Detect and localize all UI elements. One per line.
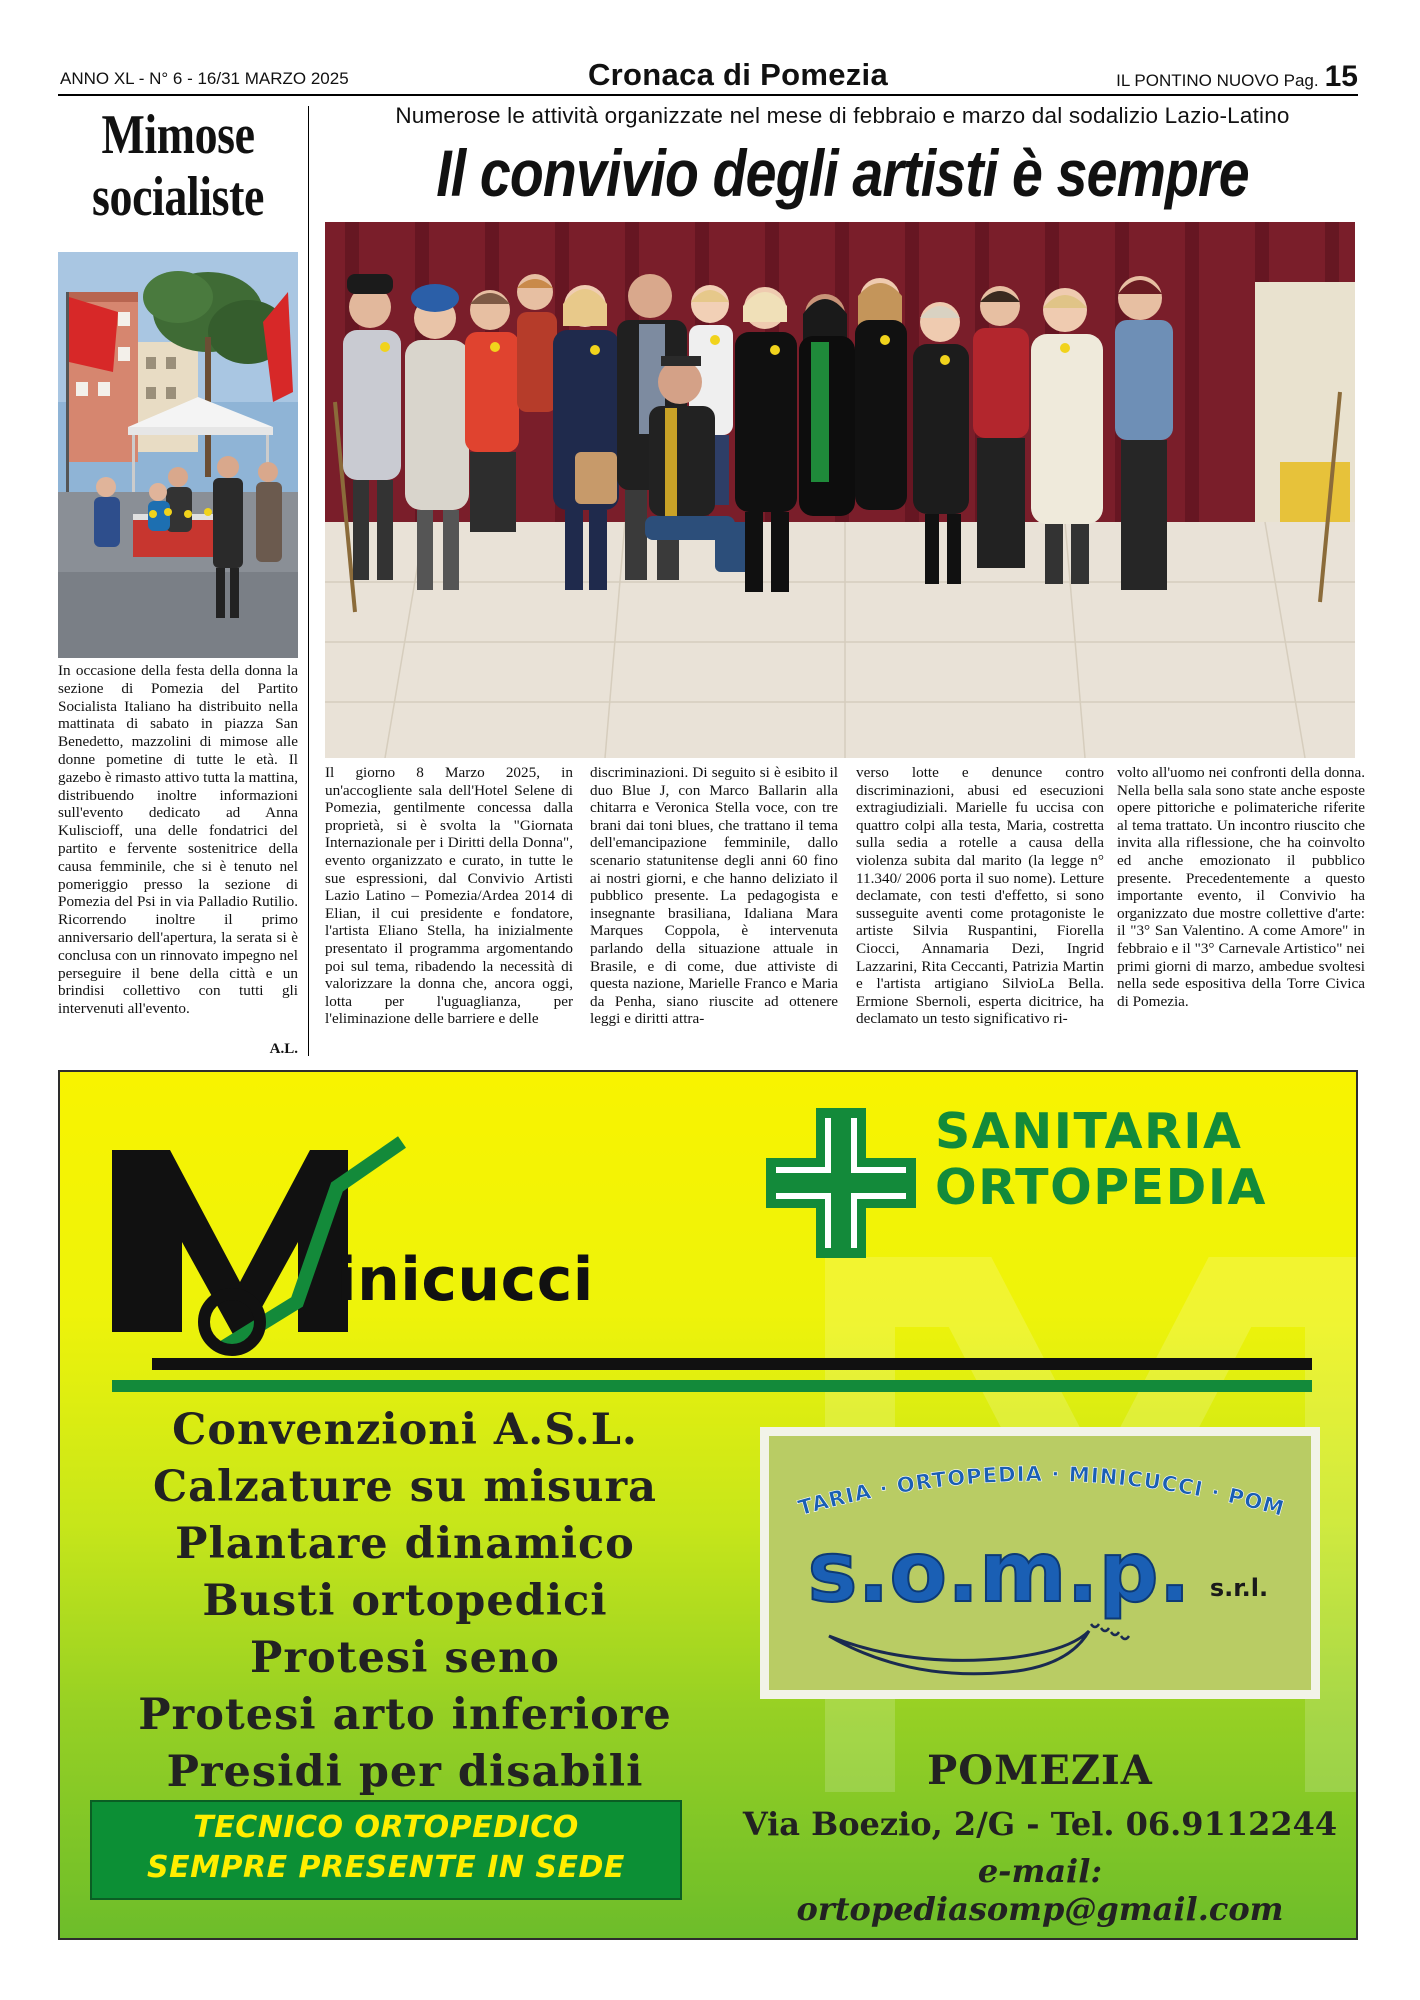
- masthead: [58, 58, 1358, 96]
- svg-text:SANITARIA · ORTOPEDIA · MINICU: [769, 1436, 1287, 1521]
- somp-name: s.o.m.p.: [807, 1523, 1191, 1621]
- banner-line2: SEMPRE PRESENTE IN SEDE: [147, 1850, 625, 1885]
- somp-arc-text: TARIA · ORTOPEDIA · MINICUCCI · POM: [795, 1461, 1288, 1522]
- services-list: [90, 1402, 720, 1801]
- service-item: Presidi per disabili: [166, 1747, 644, 1797]
- minicucci-logo-icon: [112, 1132, 1312, 1402]
- toe-marks-icon: [1091, 1624, 1129, 1639]
- column-divider: [308, 106, 309, 1056]
- page-number: 15: [1324, 60, 1358, 93]
- service-item: Protesi seno: [250, 1633, 560, 1683]
- sanitaria-line: SANITARIA: [935, 1103, 1243, 1160]
- left-article-title: [80, 104, 277, 228]
- banner-line1: TECNICO ORTOPEDICO: [193, 1810, 579, 1845]
- paper-page-info: [1116, 60, 1358, 94]
- left-article-body: In occasione della festa della donna la sezione di Pomezia del Partito Socialista Italiano ha distribuito nella mattinata di sabato in piazza San Benedetto, mazzolini di mimose alle donne pometine di tutte le età. Il gazebo è rimasto attivo tutta la mattina, distribuendo inoltre informazioni sull'evento dedicato ad Anna Kuliscioff, una delle fondatrici del partito e fervente sostenitrice della causa femminile, che si è tenuto nel pomeriggio presso la sezione di Pomezia del Psi in via Palladio Rutilio. Ricorrendo inoltre il primo anniversario dell'apertura, la serata si è conclusa con un rinnovato impegno nel perseguire il bene della città e un brindisi collettivo con tutti gli intervenuti all'evento.: [58, 662, 298, 1018]
- paper-name: IL PONTINO NUOVO Pag.: [1116, 71, 1319, 90]
- somp-logo: [769, 1436, 1311, 1690]
- section-title: Cronaca di Pomezia: [588, 57, 888, 92]
- group-photo: [325, 222, 1355, 758]
- service-item: Busti ortopedici: [202, 1576, 608, 1626]
- main-article-kicker: Numerose le attività organizzate nel mese di febbraio e marzo dal sodalizio Lazio-Latino: [395, 103, 1290, 128]
- article-column-3: verso lotte e denunce contro discriminazioni, abusi ed esecuzioni extragiudiziali. Marielle fu uccisa con quattro colpi alla testa, Maria, costretta sulla sedia a rotelle a causa della violenza subita dal marito (la legge n° 11.340/ 2006 porta il suo nome). Letture declamate, con testi d'effetto, si sono susseguite aventi come protagoniste le artiste Silvia Ruspantini, Fiorella Ciocci, Annamaria Dezi, Ingrid Lazzarini, Rita Ceccanti, Patrizia Martin e l'artista artigiano SilvioLa Bella. Ermione Sbernoli, esperta dicitrice, ha declamato un testo significativo ri-: [856, 764, 1104, 1028]
- somp-logo-box: [760, 1427, 1320, 1699]
- left-title-line2: socialiste: [92, 166, 264, 228]
- main-article-title: Il convivio degli artisti è sempre: [436, 136, 1249, 210]
- article-column-4: volto all'uomo nei confronti della donna. Nella bella sala sono state anche esposte opere pittoriche e polimateriche riferite al tema trattato. Un incontro riuscito che invita alla riflessione, che ha coinvolto ed anche emozionato il pubblico presente. Precedentemente a questo importante evento, il Convivio ha organizzato due mostre collettive d'arte: il "3° San Valentino. A come Amore" in febbraio e il "3° Carnevale Artistico" nei primi giorni di marzo, ambedue svoltesi nella sede espositiva della Torre Civica di Pomezia.: [1117, 764, 1365, 1010]
- ad-email: e-mail: ortopediasomp@gmail.com: [796, 1852, 1284, 1928]
- service-item: Protesi arto inferiore: [138, 1690, 672, 1740]
- left-title-line1: Mimose: [101, 104, 255, 166]
- left-article-signature: A.L.: [269, 1041, 298, 1057]
- article-column-2: discriminazioni. Di seguito si è esibito il duo Blue J, con Marco Ballarin alla chitarra e Veronica Stella voce, con tre brani dai toni blues, che trattano il tema dell'emancipazione femminile, dallo scenario statunitense degli anni 60 fino ai nostri giorni, e che hanno deliziato il pubblico presente. La pedagogista e insegnante brasiliana, Idaliana Mara Marques Coppola, è intervenuta parlando della situazione attuale in Brasile, e di come, due attiviste di questa nazione, Marielle Franco e Maria da Penha, siano riuscite ad ottenere leggi e diritti attra-: [590, 764, 838, 1028]
- foot-outline-icon: [829, 1631, 1089, 1674]
- issue-info: ANNO XL - N° 6 - 16/31 MARZO 2025: [60, 69, 349, 88]
- brand-name: inicucci: [336, 1245, 594, 1315]
- somp-suffix: s.r.l.: [1209, 1574, 1269, 1602]
- gazebo-photo: [58, 252, 298, 658]
- ad-address-phone: Via Boezio, 2/G - Tel. 06.9112244: [742, 1805, 1338, 1843]
- service-item: Convenzioni A.S.L.: [172, 1405, 638, 1455]
- service-item: Calzature su misura: [152, 1462, 658, 1512]
- minicucci-advertisement: [58, 1070, 1358, 1940]
- technician-banner: [90, 1800, 682, 1900]
- article-column-1: Il giorno 8 Marzo 2025, in un'accogliente sala dell'Hotel Selene di Pomezia, gentilmente concessa dalla proprietà, si è svolta la "Giornata Internazionale per i Diritti della Donna", evento organizzato e curato, in tutte le sue espressioni, dal Convivio Artisti Lazio Latino – Pomezia/Ardea 2014 di Elian, il cui presidente e fondatore, l'artista Eliano Stella, ha inizialmente presentato il programma argomentando poi sul tema, ribadendo la necessità di valorizzare la donna che, ancora oggi, lotta per l'uguaglianza, per l'eliminazione delle barriere e delle: [325, 764, 573, 1028]
- ad-city: POMEZIA: [927, 1747, 1153, 1794]
- service-item: Plantare dinamico: [175, 1519, 635, 1569]
- ortopedia-line: ORTOPEDIA: [935, 1159, 1267, 1216]
